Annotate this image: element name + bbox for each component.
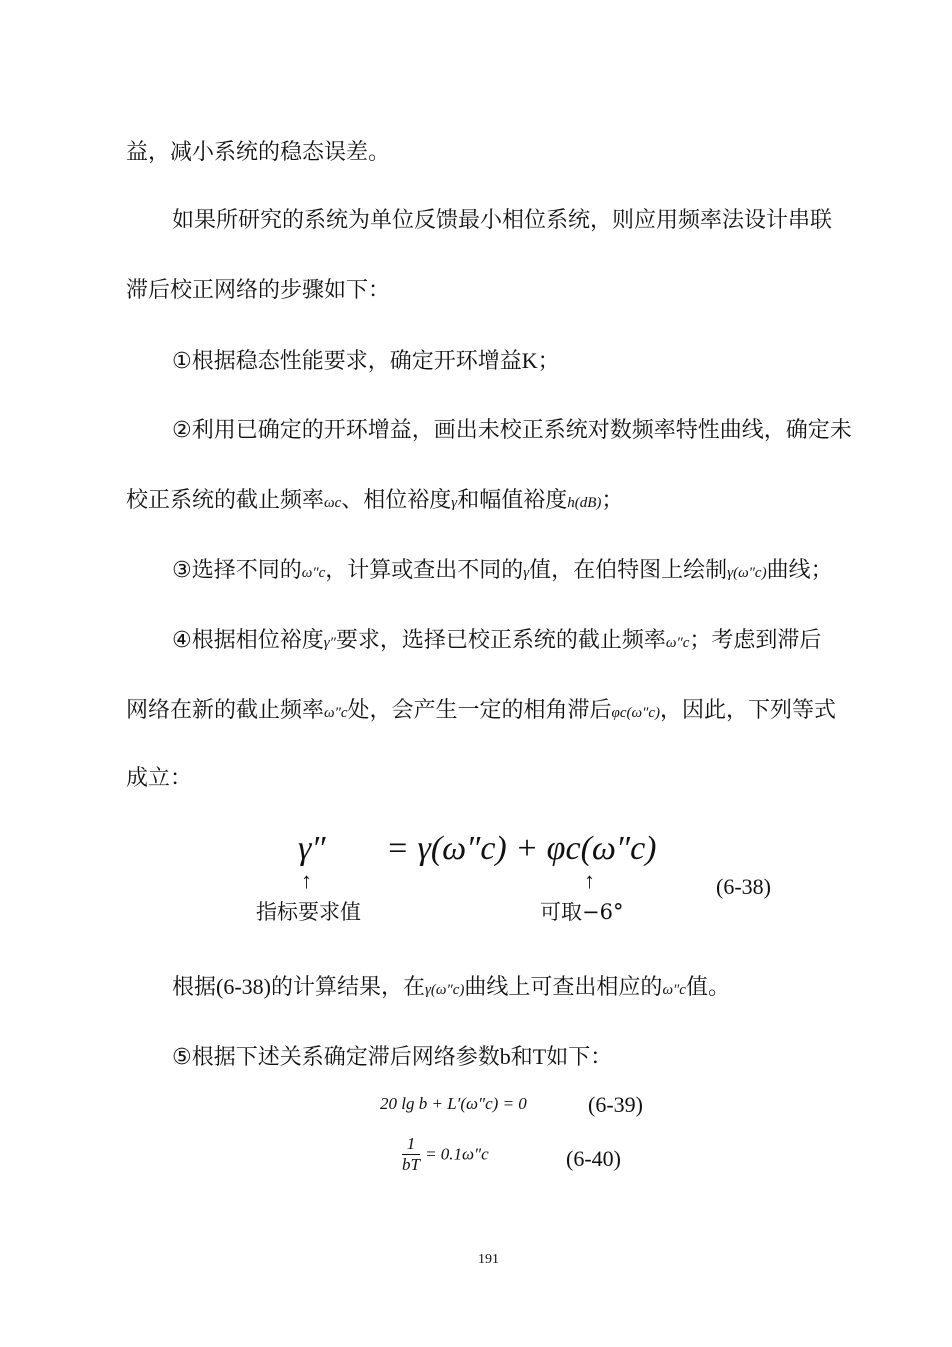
step-2-line1: [172, 416, 852, 446]
text: 益，减小系统的稳态误差。: [126, 140, 391, 165]
denominator: bT: [402, 1155, 420, 1174]
text: 值，在伯特图上绘制: [529, 558, 728, 583]
text: 和幅值裕度: [457, 488, 568, 513]
math-gamma: γ: [523, 565, 530, 581]
equation-lhs: γ″: [298, 830, 326, 867]
text: ②利用已确定的开环增益，画出未校正系统对数频率特性曲线，确定未: [172, 418, 852, 443]
step-3: [172, 556, 833, 588]
text: ③选择不同的: [172, 558, 302, 583]
text: 根据: [172, 975, 217, 1000]
text: 成立：: [126, 766, 193, 791]
text: ①根据稳态性能要求，确定开环增益: [172, 349, 522, 374]
text: ⑤根据下述关系确定滞后网络参数: [172, 1045, 500, 1070]
text: 处，会产生一定的相角滞后: [347, 698, 612, 723]
text: ，因此，下列等式: [659, 698, 836, 723]
text: 曲线；: [766, 558, 833, 583]
step-4-line1: [172, 626, 821, 658]
text: ④根据相位裕度: [172, 628, 324, 653]
equation-number: (6-38): [716, 874, 771, 899]
text: 值。: [685, 975, 730, 1000]
math-h-db: h(dB): [567, 495, 602, 511]
text: 要求，选择已校正系统的截止频率: [335, 628, 666, 653]
up-arrow-icon: ↑: [301, 868, 312, 893]
up-arrow-icon: ↑: [584, 868, 595, 893]
text: 如下：: [546, 1045, 613, 1070]
caption-take-value: 可取−6°: [540, 900, 624, 924]
math-omega-c-prime: ω″c: [324, 705, 348, 721]
text: 的计算结果，在: [271, 975, 426, 1000]
equation-number: (6-40): [566, 1146, 621, 1171]
equation-6-40: [402, 1134, 489, 1175]
page-number: 191: [478, 1252, 499, 1267]
step-2-line2: [126, 486, 623, 518]
step-1: [172, 346, 560, 377]
equation-number: (6-39): [588, 1092, 643, 1117]
text: 如果所研究的系统为单位反馈最小相位系统，则应用频率法设计串联: [172, 208, 833, 233]
text: 网络在新的截止频率: [126, 698, 325, 723]
math-omega-c-prime: ω″c: [662, 982, 686, 998]
step-5: [172, 1042, 612, 1073]
math-omega-c-prime: ω″c: [301, 565, 326, 581]
text: 校正系统的截止频率: [126, 488, 325, 513]
text: ；: [601, 488, 624, 513]
equation-ref: (6-38): [216, 974, 271, 999]
step-4-line2: [126, 696, 836, 728]
text: ；考虑到滞后: [689, 628, 822, 653]
paragraph-intro-line1: [172, 206, 832, 236]
text: ，计算或查出不同的: [325, 558, 524, 583]
fraction: [402, 1134, 420, 1175]
math-gamma-of-omega: γ(ω″c): [727, 565, 767, 581]
param-t: T: [532, 1044, 547, 1069]
text: ；: [537, 349, 560, 374]
paragraph-continuation: [126, 138, 390, 168]
paragraph-intro-line2: [126, 276, 390, 306]
numerator: 1: [402, 1134, 420, 1155]
math-omega-c: ωc: [324, 495, 342, 511]
param-b: b: [499, 1044, 511, 1069]
math-gamma-prime: γ″: [323, 635, 336, 651]
math-omega-c-prime: ω″c: [665, 635, 690, 651]
equation-rhs: = 0.1ω″c: [425, 1144, 489, 1164]
math-gamma-of-omega: γ(ω″c): [425, 982, 465, 998]
equation-expr: 20 lg b + L′(ω″c) = 0: [380, 1094, 527, 1113]
gain-symbol: K: [521, 348, 538, 373]
text: 、相位裕度: [341, 488, 452, 513]
paragraph-after-equation: [172, 972, 730, 1005]
math-phi-c: φc(ω″c): [611, 705, 660, 721]
caption-target-value: 指标要求值: [256, 900, 361, 924]
math-gamma: γ: [451, 495, 458, 511]
equation-rhs: = γ(ω″c) + φc(ω″c): [386, 830, 657, 867]
text: 滞后校正网络的步骤如下：: [126, 278, 391, 303]
text: 和: [510, 1045, 533, 1070]
step-4-line3: [126, 764, 192, 794]
text: 曲线上可查出相应的: [464, 975, 663, 1000]
